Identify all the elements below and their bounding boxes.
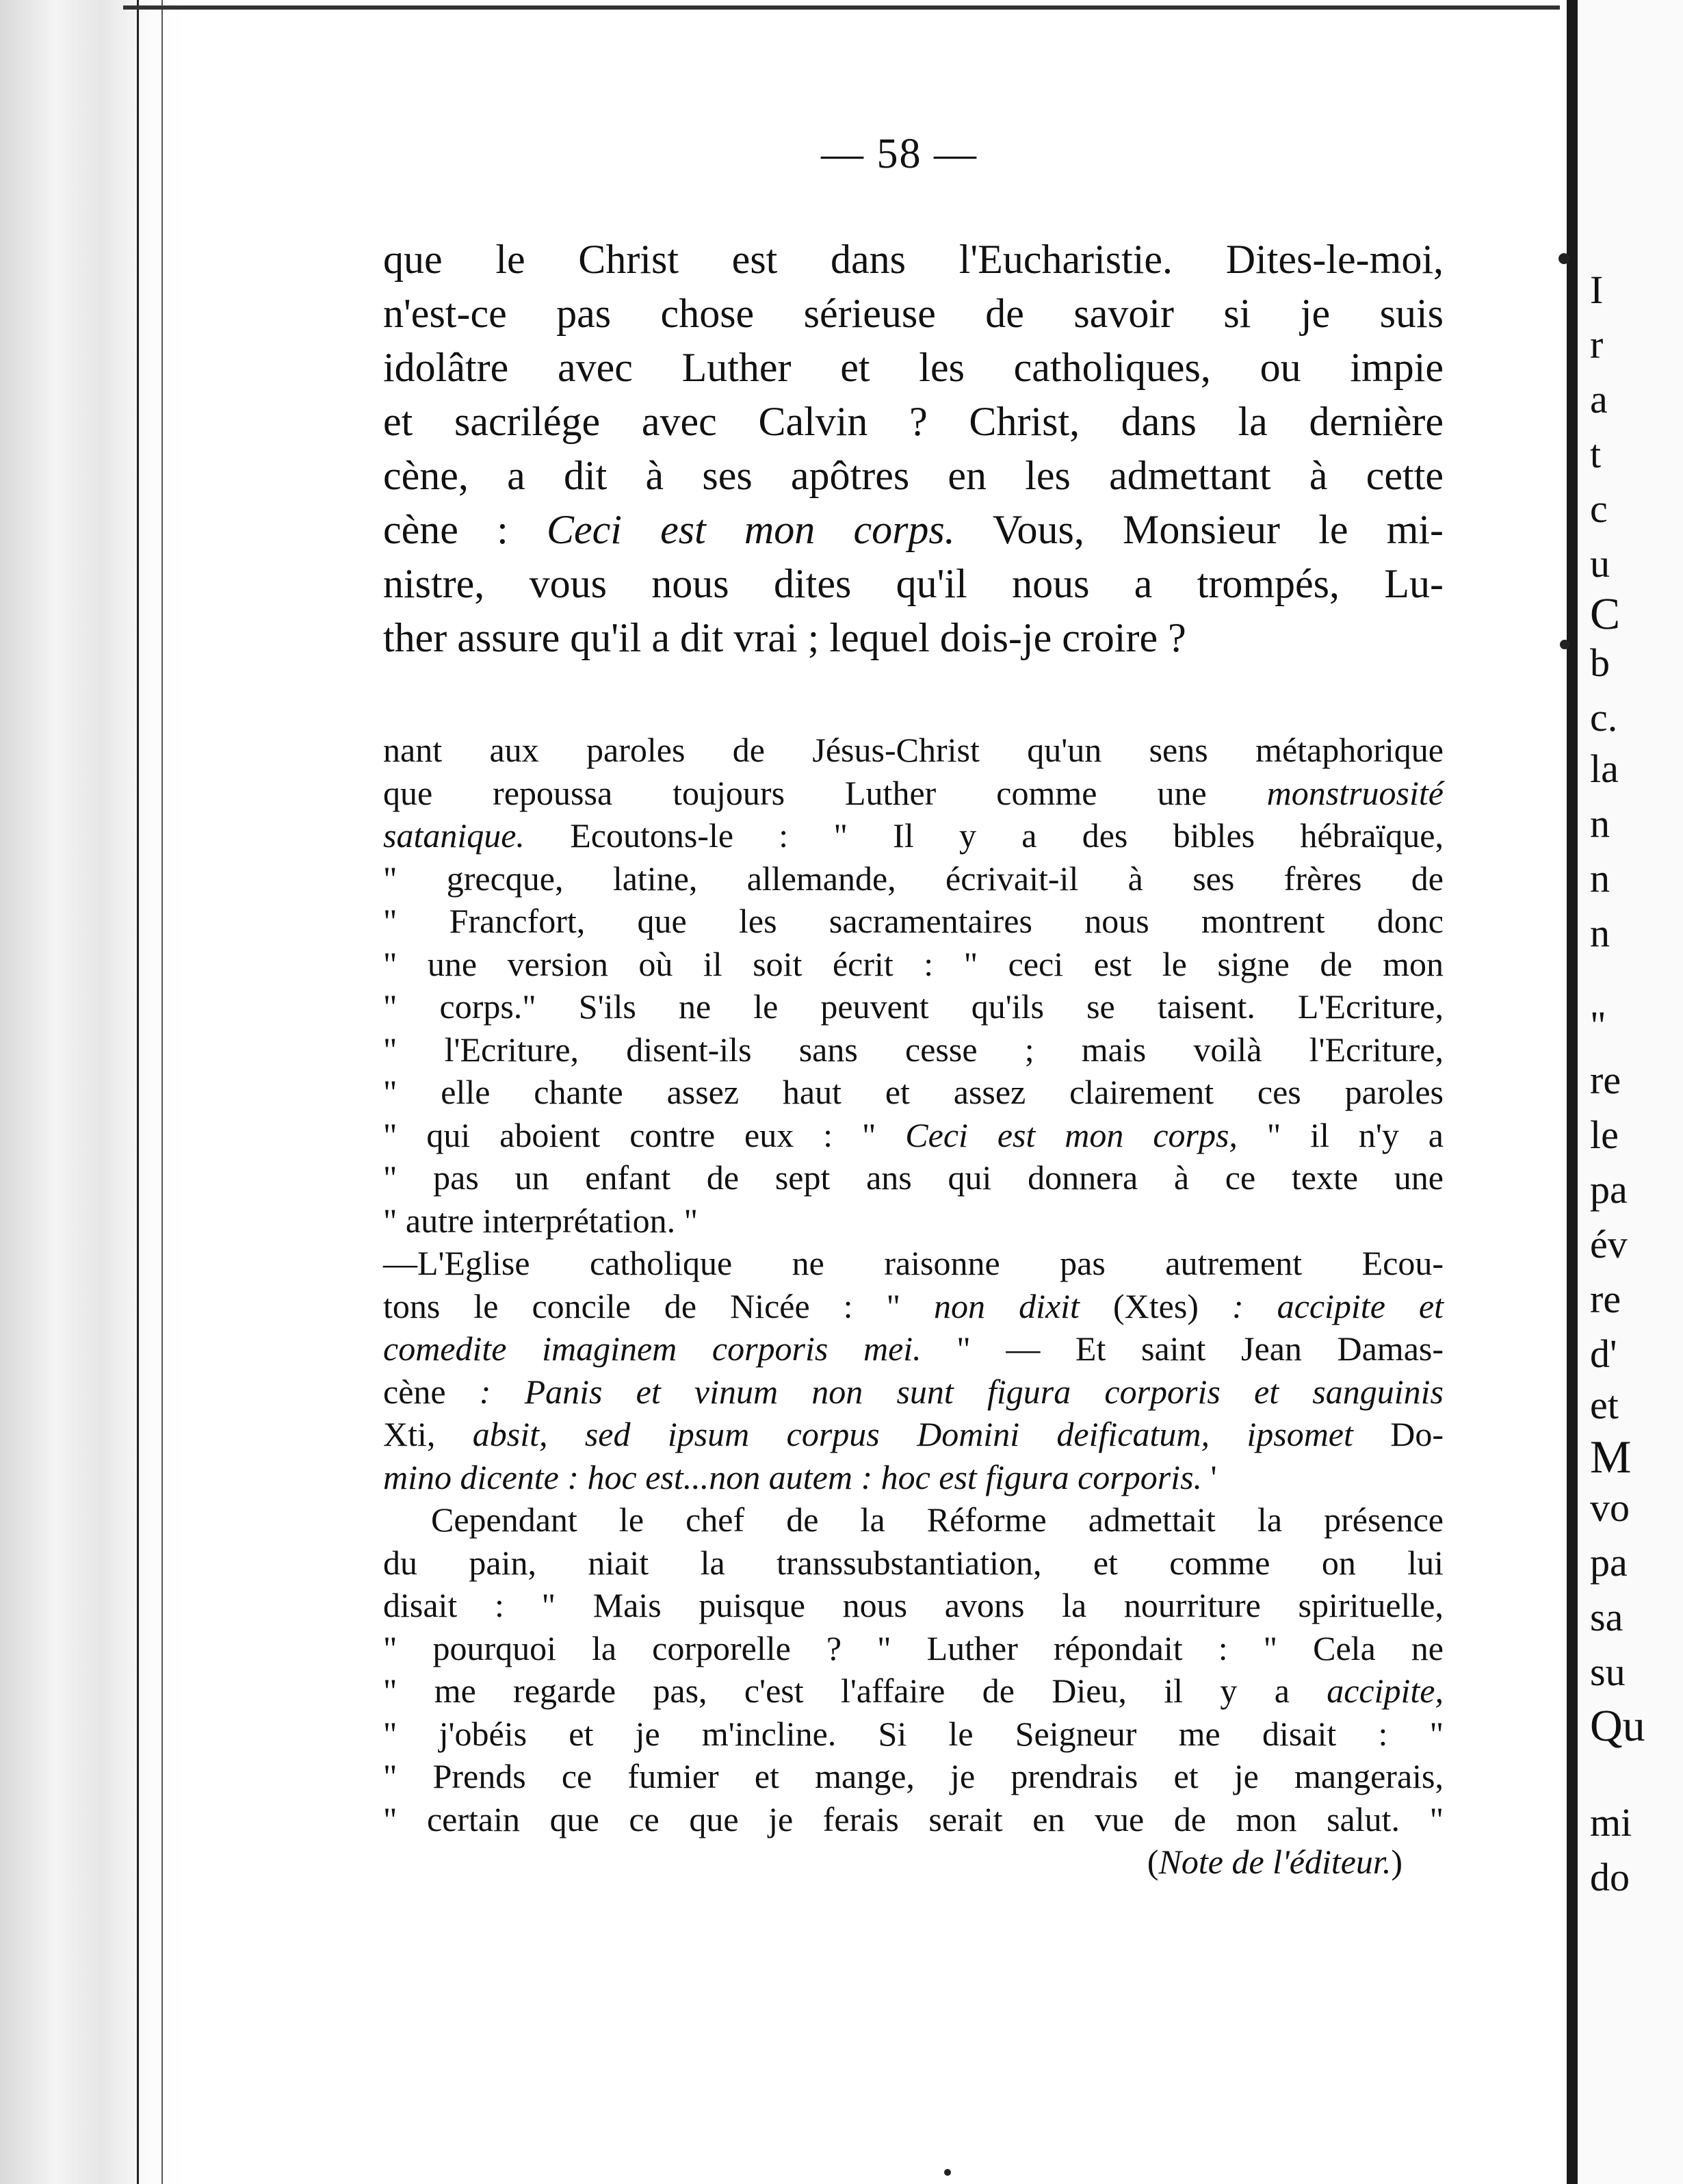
note-line (383, 1370, 1444, 1414)
text-segment: Do- (1353, 1415, 1444, 1453)
note-line: Cependant le chef de la Réforme admettait la présence (431, 1500, 1444, 1539)
next-page-fragment: év (1590, 1222, 1628, 1266)
text-segment: (Xtes) (1079, 1286, 1232, 1325)
text-line: ther assure qu'il a dit vrai ; lequel dois-je croire ? (383, 615, 1186, 660)
next-page-fragment: C (1590, 589, 1621, 639)
next-page-fragment: n (1590, 911, 1610, 955)
next-page-fragment: r (1590, 322, 1604, 367)
note-line: nant aux paroles de Jésus-Christ qu'un sens métaphorique (383, 731, 1444, 769)
note-line: " pas un enfant de sept ans qui donnera à ce texte une (383, 1158, 1444, 1197)
text-segment: tons le concile de Nicée : " (383, 1286, 935, 1325)
note-line: " j'obéis et je m'incline. Si le Seigneur me disait : " (383, 1714, 1444, 1753)
note-line (383, 1669, 1444, 1713)
italic-latin: non dixit (934, 1286, 1080, 1325)
text-segment: " il n'y a (1237, 1115, 1444, 1154)
next-page-fragment: " (1590, 1003, 1606, 1048)
note-line (383, 1413, 1444, 1456)
note-line: " corps." S'ils ne le peuvent qu'ils se taisent. L'Ecriture, (383, 987, 1444, 1026)
next-page-fragment: mi (1590, 1800, 1632, 1845)
italic-latin: : Panis et vinum non sunt figura corporis et sanguinis (479, 1372, 1444, 1411)
next-page-fragment: a (1590, 377, 1608, 421)
note-line (383, 772, 1444, 815)
text-segment: que repoussa toujours Luther comme une (383, 773, 1267, 812)
italic-latin: : accipite et (1231, 1286, 1444, 1325)
page-number: — 58 — (821, 131, 978, 177)
note-line (383, 1285, 1444, 1328)
note-line (383, 1114, 1444, 1157)
note-line: " certain que ce que je ferais serait en vue de mon salut. " (383, 1799, 1444, 1838)
next-page-fragment: M (1590, 1431, 1632, 1483)
italic-latin: mino dicente : hoc est...non autem : hoc est figura corporis. (383, 1457, 1203, 1496)
next-page-fragment: et (1590, 1383, 1619, 1427)
text-segment: " qui aboient contre eux : " (383, 1115, 906, 1154)
italic-quote: Ceci est mon corps. (546, 507, 955, 552)
ink-speck (1560, 640, 1569, 649)
top-border (123, 5, 1560, 10)
note-line: " grecque, latine, allemande, écrivait-il à ses frères de (383, 859, 1444, 898)
note-attribution (383, 1841, 1444, 1884)
next-page-fragment: c. (1590, 695, 1618, 740)
next-page-fragment: I (1590, 268, 1604, 312)
note-line: " autre interprétation. " (383, 1201, 699, 1240)
next-page-fragment: re (1590, 1277, 1621, 1321)
note-line: " pourquoi la corporelle ? " Luther répondait : " Cela ne (383, 1628, 1444, 1667)
left-page-edge (0, 0, 185, 2184)
ink-speck (944, 2169, 951, 2176)
next-page-fragment: t (1590, 432, 1602, 476)
text-segment: ( (1147, 1843, 1159, 1881)
next-page-fragment: c (1590, 486, 1608, 531)
next-page-fragment: n (1590, 856, 1610, 900)
ink-speck (1558, 253, 1569, 264)
next-page-edge (1578, 0, 1683, 2184)
italic-quote: Ceci est mon corps, (905, 1115, 1238, 1154)
note-line: —L'Eglise catholique ne raisonne pas autrement Ecou- (383, 1244, 1444, 1282)
note-line: du pain, niait la transsubstantiation, et comme on lui (383, 1543, 1444, 1582)
note-line: " l'Ecriture, disent-ils sans cesse ; mais voilà l'Ecriture, (383, 1030, 1444, 1069)
note-line: " une version où il soit écrit : " ceci est le signe de mon (383, 944, 1444, 983)
italic-phrase: satanique. (383, 816, 525, 855)
note-line (383, 814, 1444, 857)
next-page-fragment: Qu (1590, 1701, 1645, 1751)
next-page-fragment: su (1590, 1650, 1626, 1694)
text-line: nistre, vous nous dites qu'il nous a trompés, Lu- (383, 561, 1444, 606)
text-line: idolâtre avec Luther et les catholiques, ou impie (383, 345, 1444, 390)
text-segment: ) (1391, 1843, 1402, 1881)
text-line: cène, a dit à ses apôtres en les admettant à cette (383, 453, 1444, 498)
note-line (383, 1327, 1444, 1370)
text-line (383, 503, 1444, 557)
text-segment: Ecoutons-le : " Il y a des bibles hébraïque, (524, 816, 1444, 855)
next-page-fragment: pa (1590, 1167, 1628, 1212)
text-segment: Vous, Monsieur le mi- (954, 507, 1444, 552)
text-segment: cène (383, 1372, 480, 1411)
next-page-fragment: d' (1590, 1331, 1617, 1376)
page-edge-line (161, 0, 163, 2184)
next-page-fragment: le (1590, 1113, 1619, 1157)
italic-latin: absit, sed ipsum corpus Domini deificatum, ipsomet (472, 1415, 1353, 1453)
note-line: " Francfort, que les sacramentaires nous montrent donc (383, 902, 1444, 940)
note-line (383, 1456, 1444, 1499)
text-line: et sacrilége avec Calvin ? Christ, dans la dernière (383, 399, 1444, 444)
text-line: n'est-ce pas chose sérieuse de savoir si je suis (383, 291, 1444, 336)
next-page-fragment: la (1590, 746, 1619, 791)
text-segment: Xti, (383, 1415, 473, 1453)
note-line: disait : " Mais puisque nous avons la nourriture spirituelle, (383, 1586, 1444, 1624)
next-page-fragment: sa (1590, 1595, 1623, 1639)
next-page-fragment: n (1590, 801, 1610, 846)
page-edge-line (137, 0, 139, 2184)
text-line: que le Christ est dans l'Eucharistie. Dites-le-moi, (383, 237, 1444, 282)
book-gutter (1567, 0, 1578, 2184)
next-page-fragment: do (1590, 1855, 1630, 1899)
next-page-fragment: vo (1590, 1485, 1630, 1530)
text-segment: " me regarde pas, c'est l'affaire de Dieu, il y a (383, 1672, 1327, 1710)
next-page-fragment: re (1590, 1058, 1621, 1102)
text-segment: ' (1202, 1457, 1217, 1496)
italic-attribution: Note de l'éditeur. (1158, 1843, 1392, 1881)
next-page-fragment: pa (1590, 1540, 1628, 1585)
main-text (383, 233, 1444, 665)
note-line: " Prends ce fumier et mange, je prendrais et je mangerais, (383, 1757, 1444, 1795)
next-page-fragment: u (1590, 541, 1610, 586)
text-segment: " — Et saint Jean Damas- (921, 1329, 1444, 1368)
italic-latin: comedite imaginem corporis mei. (383, 1329, 922, 1368)
editor-note (383, 729, 1444, 1884)
italic-phrase: monstruosité (1266, 773, 1444, 812)
note-line: " elle chante assez haut et assez clairement ces paroles (383, 1073, 1444, 1111)
next-page-fragment: b (1590, 640, 1610, 685)
text-segment: cène : (383, 507, 547, 552)
italic-latin: accipite, (1327, 1672, 1444, 1710)
